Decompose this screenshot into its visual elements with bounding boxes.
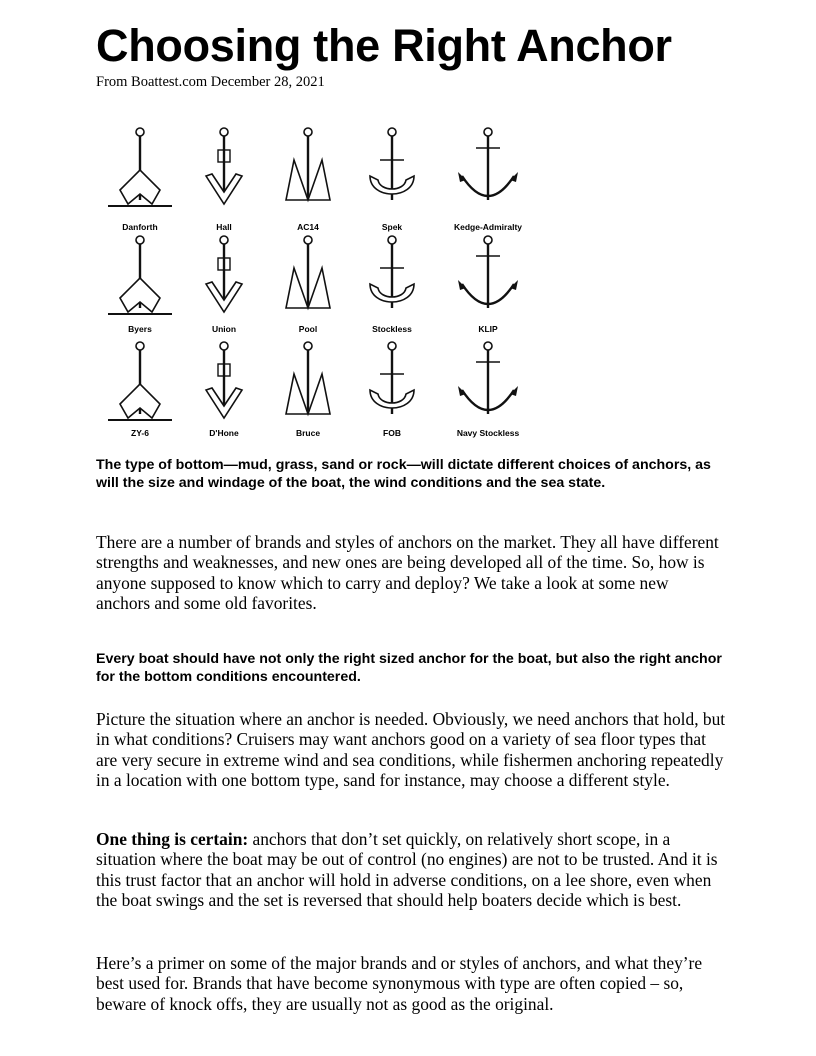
caption-right-anchor: Every boat should have not only the right sized anchor for the boat, but also the right anchor for the bottom conditions encountered. xyxy=(96,651,722,685)
anchor-label: Kedge-Admiralty xyxy=(453,222,522,232)
anchor-illustration xyxy=(448,334,528,426)
anchor-zy-6 xyxy=(96,334,184,442)
anchor-label: D'Hone xyxy=(209,428,239,438)
anchor-illustration xyxy=(184,228,264,320)
anchor-illustration xyxy=(448,120,528,212)
anchor-illustration xyxy=(100,334,180,426)
paragraph-primer: Here’s a primer on some of the major brands and or styles of anchors, and what they’re best used for. Brands that have become synonymous with type are often copied – so, beware of knock offs, they are usually not as good as the original. xyxy=(96,953,703,1014)
anchor-pool xyxy=(264,228,352,336)
anchor-navy-stockless xyxy=(444,334,532,442)
anchor-fob xyxy=(348,334,436,442)
paragraph-certain-body: anchors that don’t set quickly, on relatively short scope, in a situation where the boat may be out of control (no engines) are not to be trusted. And it is this trust factor that an anchor will hold in adverse conditions, on a lee shore, even when the boat swings and the set is reversed that should help boaters decide which is best. xyxy=(96,829,718,910)
anchor-danforth xyxy=(96,120,184,232)
anchor-label: Stockless xyxy=(372,324,412,334)
paragraph-brands-intro: There are a number of brands and styles of anchors on the market. They all have different strengths and weaknesses, and new ones are being developed all of the time. So, how is anyone supposed to know which to carry and deploy? We take a look at some new anchors and some old favorites. xyxy=(96,532,719,613)
anchor-label: Pool xyxy=(298,324,318,334)
anchor-illustration xyxy=(100,228,180,320)
anchor-hall xyxy=(180,120,268,232)
anchor-illustration xyxy=(100,120,180,212)
anchor-label: Danforth xyxy=(122,222,158,232)
anchor-illustration xyxy=(268,334,348,426)
anchor-label: Navy Stockless xyxy=(456,428,520,438)
anchor-stockless xyxy=(348,228,436,336)
anchor-illustration xyxy=(268,228,348,320)
anchor-bruce xyxy=(264,334,352,442)
anchor-label: Bruce xyxy=(295,428,321,438)
anchor-illustration xyxy=(184,120,264,212)
anchor-label: KLIP xyxy=(478,324,498,334)
anchor-klip xyxy=(444,228,532,336)
anchor-illustration xyxy=(448,228,528,320)
anchor-kedge-admiralty xyxy=(444,120,532,232)
anchor-label: FOB xyxy=(383,428,401,438)
anchor-d-hone xyxy=(180,334,268,442)
anchor-label: ZY-6 xyxy=(131,428,149,438)
anchor-types-figure xyxy=(96,120,540,444)
anchor-label: Hall xyxy=(216,222,232,232)
paragraph-certain xyxy=(96,829,726,910)
article-title: Choosing the Right Anchor xyxy=(96,20,672,71)
anchor-illustration xyxy=(352,120,432,212)
anchor-label: Spek xyxy=(381,222,403,232)
paragraph-certain-lead: One thing is certain: xyxy=(96,829,249,849)
anchor-ac14 xyxy=(264,120,352,232)
anchor-byers xyxy=(96,228,184,336)
anchor-spek xyxy=(348,120,436,232)
anchor-illustration xyxy=(352,334,432,426)
caption-bottom-types: The type of bottom—mud, grass, sand or rock—will dictate different choices of anchors, as will the size and windage of the boat, the wind conditions and the sea state. xyxy=(96,457,711,491)
article-source: From Boattest.com December 28, 2021 xyxy=(96,74,325,90)
anchor-label: Byers xyxy=(128,324,152,334)
anchor-union xyxy=(180,228,268,336)
anchor-illustration xyxy=(352,228,432,320)
anchor-label: AC14 xyxy=(297,222,319,232)
anchor-label: Union xyxy=(211,324,237,334)
anchor-illustration xyxy=(268,120,348,212)
paragraph-situation: Picture the situation where an anchor is needed. Obviously, we need anchors that hold, but in what conditions? Cruisers may want anchors good on a variety of sea floor types that are very secure in extreme wind and sea conditions, while fishermen anchoring repeatedly in a location with one bottom type, sand for instance, may choose a different style. xyxy=(96,709,726,790)
anchor-illustration xyxy=(184,334,264,426)
